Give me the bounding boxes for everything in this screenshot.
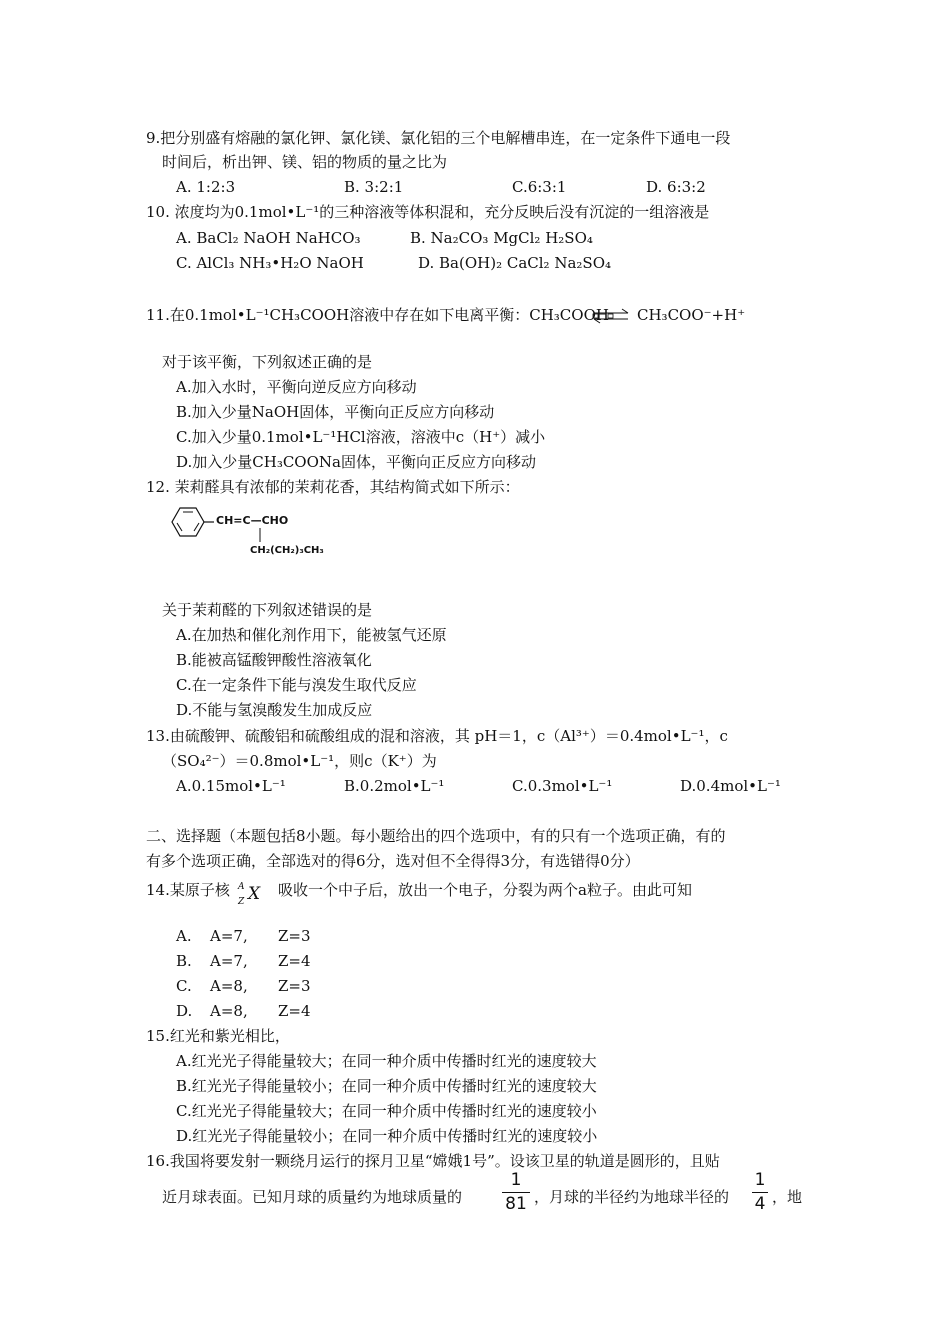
q11-stem-part1: 11.在0.1mol•L⁻¹CH₃COOH溶液中存在如下电离平衡：CH₃COOH — [146, 306, 609, 324]
structure-main-chain: CH=C—CHO — [216, 514, 289, 527]
q11-option-c: C.加入少量0.1mol•L⁻¹HCl溶液，溶液中c（H⁺）减小 — [176, 428, 546, 446]
q10-option-c: C. AlCl₃ NH₃•H₂O NaOH — [176, 254, 364, 272]
q10-stem: 10. 浓度均为0.1mol•L⁻¹的三种溶液等体积混和，充分反映后没有沉淀的一组溶液是 — [146, 203, 710, 221]
q14-option-b-letter: B. — [176, 952, 192, 970]
q9-option-b: B. 3:2:1 — [344, 178, 404, 196]
structure-side-chain: CH₂(CH₂)₃CH₃ — [250, 545, 324, 556]
q16-stem-line2-part2: ，月球的半径约为地球半径的 — [534, 1188, 730, 1206]
nuclide-mass-number: A — [238, 882, 245, 892]
q15-option-a: A.红光光子得能量较大；在同一种介质中传播时红光的速度较大 — [176, 1052, 597, 1070]
q13-option-a: A.0.15mol•L⁻¹ — [176, 777, 286, 795]
q12-option-a: A.在加热和催化剂作用下，能被氢气还原 — [176, 626, 447, 644]
q10-option-d: D. Ba(OH)₂ CaCl₂ Na₂SO₄ — [418, 254, 612, 272]
q16-fraction-mass-numerator: 1 — [510, 1170, 522, 1190]
q16-fraction-mass-denominator: 81 — [505, 1194, 527, 1214]
jasminaldehyde-structure — [162, 500, 362, 562]
q9-stem-line2: 时间后，析出钾、镁、铝的物质的量之比为 — [162, 153, 448, 171]
q13-option-b: B.0.2mol•L⁻¹ — [344, 777, 445, 795]
q14-stem-part1: 14.某原子核 — [146, 881, 230, 899]
q9-option-d: D. 6:3:2 — [646, 178, 706, 196]
q16-stem-line1: 16.我国将要发射一颗绕月运行的探月卫星“嫦娥1号”。设该卫星的轨道是圆形的，且贴 — [146, 1152, 720, 1170]
q15-option-c: C.红光光子得能量较大；在同一种介质中传播时红光的速度较小 — [176, 1102, 597, 1120]
section2-heading-line2: 有多个选项正确，全部选对的得6分，选对但不全得得3分，有选错得0分） — [146, 852, 640, 870]
q14-option-c-charge: Z=3 — [278, 977, 311, 995]
q15-option-d: D.红光光子得能量较小；在同一种介质中传播时红光的速度较小 — [176, 1127, 598, 1145]
q13-option-d: D.0.4mol•L⁻¹ — [680, 777, 781, 795]
equilibrium-arrow-icon — [591, 305, 631, 327]
q15-option-b: B.红光光子得能量较小；在同一种介质中传播时红光的速度较大 — [176, 1077, 597, 1095]
q16-stem-line2-part3: ，地 — [772, 1188, 803, 1206]
q16-fraction-radius-denominator: 4 — [754, 1194, 766, 1214]
q11-option-a: A.加入水时，平衡向逆反应方向移动 — [176, 378, 417, 396]
q13-stem-line2: （SO₄²⁻）＝0.8mol•L⁻¹，则c（K⁺）为 — [162, 752, 437, 770]
q14-option-d-charge: Z=4 — [278, 1002, 311, 1020]
q14-option-c-mass: A=8, — [210, 977, 248, 995]
q12-option-b: B.能被高锰酸钾酸性溶液氧化 — [176, 651, 372, 669]
q12-intro: 关于茉莉醛的下列叙述错误的是 — [162, 601, 373, 619]
q16-fraction-mass — [502, 1172, 530, 1213]
q12-stem: 12. 茉莉醛具有浓郁的茉莉花香，其结构简式如下所示： — [146, 478, 520, 496]
q14-option-b-charge: Z=4 — [278, 952, 311, 970]
q14-option-a-letter: A. — [176, 927, 192, 945]
q14-option-d-letter: D. — [176, 1002, 193, 1020]
q14-option-b-mass: A=7, — [210, 952, 248, 970]
nuclide-symbol — [234, 880, 268, 910]
section2-heading-line1: 二、选择题（本题包括8小题。每小题给出的四个选项中，有的只有一个选项正确，有的 — [146, 827, 726, 845]
q9-option-c: C.6:3:1 — [512, 178, 567, 196]
q11-option-d: D.加入少量CH₃COONa固体，平衡向正反应方向移动 — [176, 453, 536, 471]
nuclide-element: X — [248, 884, 261, 904]
q11-intro: 对于该平衡，下列叙述正确的是 — [162, 353, 373, 371]
q15-stem: 15.红光和紫光相比， — [146, 1027, 290, 1045]
q16-fraction-radius-numerator: 1 — [754, 1170, 766, 1190]
q13-option-c: C.0.3mol•L⁻¹ — [512, 777, 613, 795]
nuclide-atomic-number: Z — [238, 897, 245, 907]
q13-stem-line1: 13.由硫酸钾、硫酸铝和硫酸组成的混和溶液，其 pH＝1，c（Al³⁺）＝0.4mol•L⁻¹，c — [146, 727, 728, 745]
q11-stem-part2: CH₃COO⁻+H⁺ — [637, 306, 746, 324]
q14-option-d-mass: A=8, — [210, 1002, 248, 1020]
q14-stem-part2: 吸收一个中子后，放出一个电子，分裂为两个a粒子。由此可知 — [278, 881, 692, 899]
q12-option-d: D.不能与氢溴酸发生加成反应 — [176, 701, 373, 719]
q12-option-c: C.在一定条件下能与溴发生取代反应 — [176, 676, 417, 694]
q10-option-a: A. BaCl₂ NaOH NaHCO₃ — [176, 229, 361, 247]
q11-option-b: B.加入少量NaOH固体，平衡向正反应方向移动 — [176, 403, 495, 421]
q9-stem-line1: 9.把分别盛有熔融的氯化钾、氯化镁、氯化铝的三个电解槽串连，在一定条件下通电一段 — [146, 129, 731, 147]
q16-stem-line2-part1: 近月球表面。已知月球的质量约为地球质量的 — [162, 1188, 463, 1206]
q16-fraction-radius — [752, 1172, 768, 1213]
q10-option-b: B. Na₂CO₃ MgCl₂ H₂SO₄ — [410, 229, 593, 247]
q14-option-a-charge: Z=3 — [278, 927, 311, 945]
q9-option-a: A. 1:2:3 — [176, 178, 236, 196]
q14-option-a-mass: A=7, — [210, 927, 248, 945]
q14-option-c-letter: C. — [176, 977, 192, 995]
